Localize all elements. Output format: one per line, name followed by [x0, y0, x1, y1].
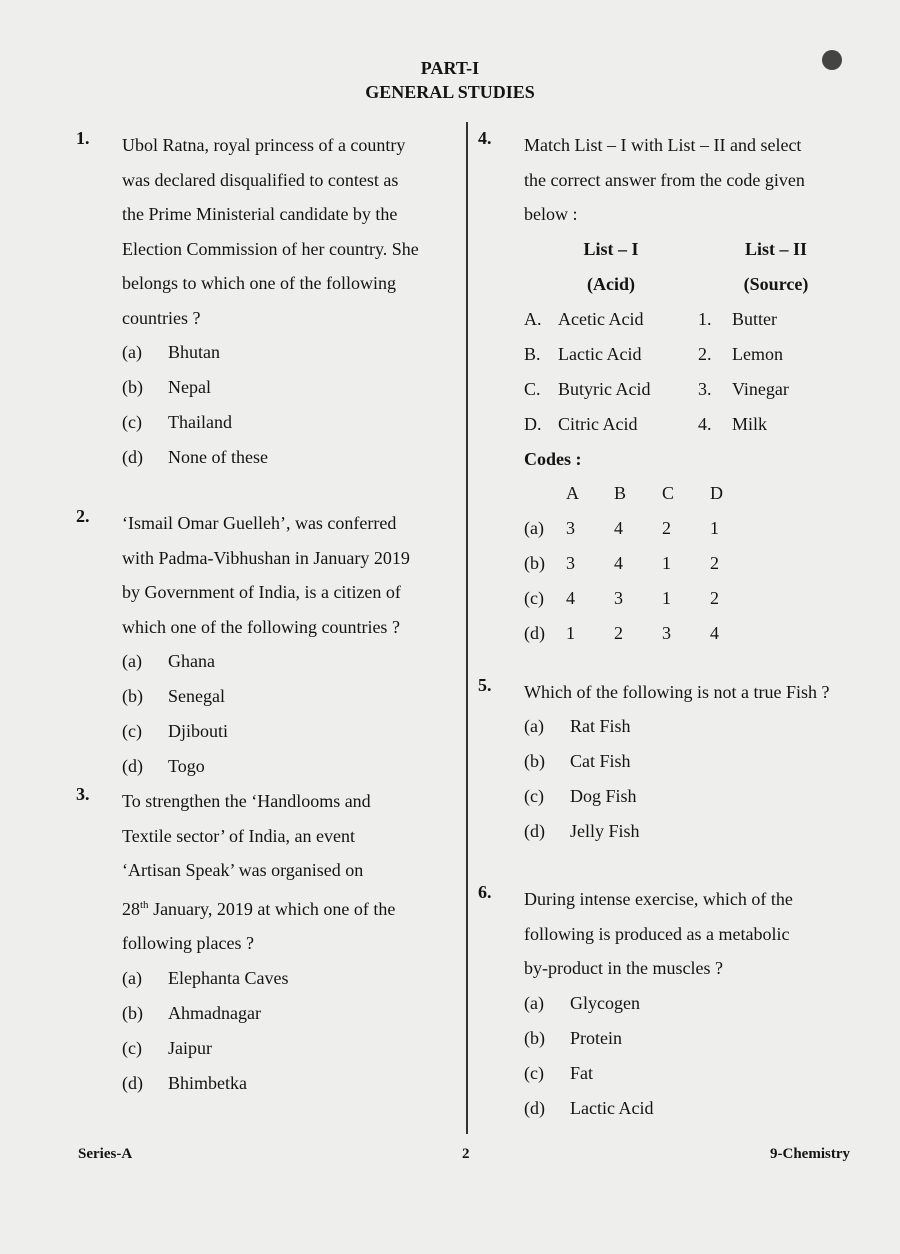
- text-line: ‘Artisan Speak’ was organised on: [122, 860, 364, 880]
- code-column-head: D: [710, 482, 723, 503]
- question-number: 4.: [478, 128, 492, 148]
- question-text: [524, 128, 868, 232]
- text-line: ‘Ismail Omar Guelleh’, was conferred: [122, 513, 397, 533]
- option-label: (c): [122, 412, 142, 432]
- question-text: [524, 675, 868, 710]
- empty-cell: [524, 476, 566, 511]
- acid-name: Butyric Acid: [558, 378, 651, 399]
- list-1-heading: List – I: [583, 238, 639, 259]
- code-value: 2: [710, 552, 719, 573]
- code-value: 1: [710, 517, 719, 538]
- option-d: [76, 440, 456, 475]
- column-divider: [466, 122, 468, 1134]
- row-number: 3.: [698, 378, 712, 399]
- text-line: was declared disqualified to contest as: [122, 169, 399, 190]
- match-list-table: [524, 232, 854, 442]
- codes-table: [524, 476, 758, 651]
- option-c: [76, 405, 456, 440]
- option-label: (c): [524, 1062, 544, 1083]
- list-row: [524, 302, 854, 337]
- option-label: (a): [524, 992, 544, 1013]
- option-d: [76, 1066, 456, 1101]
- code-column-head: B: [614, 482, 627, 503]
- option-d: [76, 749, 456, 784]
- option-c: [76, 1031, 456, 1066]
- option-label: (a): [524, 716, 544, 736]
- option-b: [76, 370, 456, 405]
- code-option-c: [524, 581, 758, 616]
- text-line: countries ?: [122, 307, 201, 328]
- option-a: [76, 335, 456, 370]
- option-label: (a): [122, 967, 142, 988]
- code-value: 3: [566, 552, 575, 573]
- row-letter: A.: [524, 308, 542, 329]
- option-text: Jaipur: [168, 1037, 212, 1058]
- option-label: (d): [122, 447, 143, 467]
- source-name: Lemon: [732, 343, 783, 364]
- subject-label: 9-Chemistry: [770, 1146, 850, 1162]
- option-text: Protein: [570, 1027, 622, 1048]
- option-label: (b): [524, 1027, 545, 1048]
- question-number: 5.: [478, 674, 492, 695]
- option-b: [76, 679, 456, 714]
- option-label: (b): [524, 751, 545, 771]
- ordinal-suffix: th: [140, 898, 149, 911]
- code-value: 4: [566, 587, 575, 608]
- option-text: None of these: [168, 447, 268, 467]
- list-2-heading: List – II: [744, 238, 807, 259]
- text-line: following places ?: [122, 933, 254, 953]
- code-value: 1: [566, 622, 575, 643]
- code-column-head: C: [662, 482, 675, 503]
- option-text: Cat Fish: [570, 751, 631, 771]
- option-b: [76, 996, 456, 1031]
- text-line: which one of the following countries ?: [122, 616, 400, 637]
- option-label: (b): [122, 377, 143, 397]
- option-label: (a): [524, 517, 544, 538]
- option-a: [76, 644, 456, 679]
- row-letter: D.: [524, 413, 542, 434]
- code-option-a: [524, 511, 758, 546]
- option-text: Djibouti: [168, 721, 229, 741]
- option-text: Ghana: [168, 651, 215, 671]
- code-column-head: A: [566, 482, 579, 503]
- text-line: Which of the following is not a true Fish ?: [524, 681, 830, 702]
- code-option-b: [524, 546, 758, 581]
- option-text: Lactic Acid: [570, 1097, 654, 1118]
- question-number: 3.: [76, 784, 90, 804]
- text-line: Textile sector’ of India, an event: [122, 825, 355, 846]
- option-b: [478, 744, 868, 779]
- row-number: 1.: [698, 308, 712, 329]
- list-row: [524, 337, 854, 372]
- question-number: 1.: [76, 128, 90, 148]
- option-text: Bhutan: [168, 342, 220, 362]
- option-c: [478, 1056, 868, 1091]
- date-number: 28: [122, 898, 140, 919]
- code-value: 3: [614, 587, 623, 608]
- spacer: [478, 651, 868, 675]
- text-line: the Prime Ministerial candidate by the: [122, 204, 398, 224]
- option-label: (c): [122, 721, 142, 741]
- page-header: [0, 56, 900, 104]
- list-1-subheading: (Acid): [587, 273, 635, 294]
- option-text: Togo: [168, 756, 205, 776]
- acid-name: Citric Acid: [558, 413, 638, 434]
- code-value: 1: [662, 552, 671, 573]
- code-option-d: [524, 616, 758, 651]
- text-line: the correct answer from the code given: [524, 169, 805, 190]
- codes-label: Codes :: [524, 448, 582, 469]
- option-label: (d): [524, 622, 545, 643]
- option-text: Senegal: [168, 686, 225, 706]
- row-number: 4.: [698, 413, 712, 434]
- option-text: Nepal: [168, 377, 211, 397]
- codes-header-row: [524, 476, 758, 511]
- question-3: [76, 784, 456, 1101]
- row-letter: B.: [524, 343, 541, 364]
- text-line: Election Commission of her country. She: [122, 238, 419, 259]
- source-name: Milk: [732, 413, 768, 434]
- option-label: (b): [122, 1002, 143, 1023]
- row-letter: C.: [524, 378, 541, 399]
- part-label: PART-I: [420, 58, 480, 78]
- option-label: (b): [524, 552, 545, 573]
- list-row: [524, 372, 854, 407]
- code-value: 4: [614, 517, 623, 538]
- list-2-subheading: (Source): [743, 273, 809, 294]
- acid-name: Lactic Acid: [558, 343, 642, 364]
- option-label: (d): [524, 821, 545, 841]
- source-name: Butter: [732, 308, 777, 329]
- option-a: [478, 986, 868, 1021]
- option-a: [76, 961, 456, 996]
- text-line: by-product in the muscles ?: [524, 958, 723, 978]
- section-title: GENERAL STUDIES: [365, 82, 535, 102]
- option-b: [478, 1021, 868, 1056]
- text-line: by Government of India, is a citizen of: [122, 582, 401, 602]
- text-line: [122, 888, 456, 927]
- question-text: [122, 128, 456, 335]
- text-line: To strengthen the ‘Handlooms and: [122, 791, 371, 811]
- option-label: (c): [122, 1037, 142, 1058]
- option-text: Rat Fish: [570, 716, 631, 736]
- page-number: 2: [462, 1146, 470, 1162]
- option-text: Dog Fish: [570, 786, 637, 806]
- option-text: Jelly Fish: [570, 821, 640, 841]
- option-text: Glycogen: [570, 992, 640, 1013]
- question-text: [524, 882, 868, 986]
- code-value: 1: [662, 587, 671, 608]
- option-c: [76, 714, 456, 749]
- question-2: [76, 506, 456, 784]
- source-name: Vinegar: [732, 378, 789, 399]
- question-number: 6.: [478, 882, 492, 902]
- option-text: Thailand: [168, 412, 232, 432]
- acid-name: Acetic Acid: [558, 308, 644, 329]
- row-number: 2.: [698, 343, 712, 364]
- option-label: (d): [122, 1072, 143, 1093]
- question-6: [478, 882, 868, 1126]
- code-value: 3: [566, 517, 575, 538]
- option-label: (a): [122, 342, 142, 362]
- option-label: (a): [122, 651, 142, 671]
- option-a: [478, 709, 868, 744]
- question-text: [122, 784, 456, 961]
- question-1: [76, 128, 456, 475]
- right-column: [478, 128, 868, 1126]
- code-value: 4: [614, 552, 623, 573]
- code-value: 3: [662, 622, 671, 643]
- option-label: (c): [524, 587, 544, 608]
- question-number: 2.: [76, 506, 90, 526]
- text-line: During intense exercise, which of the: [524, 889, 793, 909]
- text-line: Ubol Ratna, royal princess of a country: [122, 135, 406, 155]
- question-text: [122, 506, 456, 644]
- spacer: [76, 475, 456, 506]
- option-text: Fat: [570, 1062, 594, 1083]
- option-label: (d): [122, 756, 143, 776]
- option-text: Elephanta Caves: [168, 967, 289, 988]
- text-line: with Padma-Vibhushan in January 2019: [122, 547, 410, 568]
- option-label: (d): [524, 1097, 545, 1118]
- option-c: [478, 779, 868, 814]
- text-line: below :: [524, 204, 578, 224]
- code-value: 4: [710, 622, 719, 643]
- code-value: 2: [662, 517, 671, 538]
- code-value: 2: [710, 587, 719, 608]
- left-column: [76, 128, 456, 1101]
- option-label: (c): [524, 786, 544, 806]
- list-row: [524, 407, 854, 442]
- code-value: 2: [614, 622, 623, 643]
- question-5: [478, 675, 868, 850]
- text-line: following is produced as a metabolic: [524, 923, 790, 944]
- series-label: Series-A: [78, 1146, 133, 1162]
- question-4: [478, 128, 868, 651]
- option-d: [478, 1091, 868, 1126]
- text-line: Match List – I with List – II and select: [524, 135, 802, 155]
- option-text: Bhimbetka: [168, 1072, 247, 1093]
- text-fragment: January, 2019 at which one of the: [148, 898, 396, 919]
- option-d: [478, 814, 868, 849]
- option-text: Ahmadnagar: [168, 1002, 261, 1023]
- spacer: [478, 849, 868, 882]
- option-label: (b): [122, 686, 143, 706]
- text-line: belongs to which one of the following: [122, 273, 396, 293]
